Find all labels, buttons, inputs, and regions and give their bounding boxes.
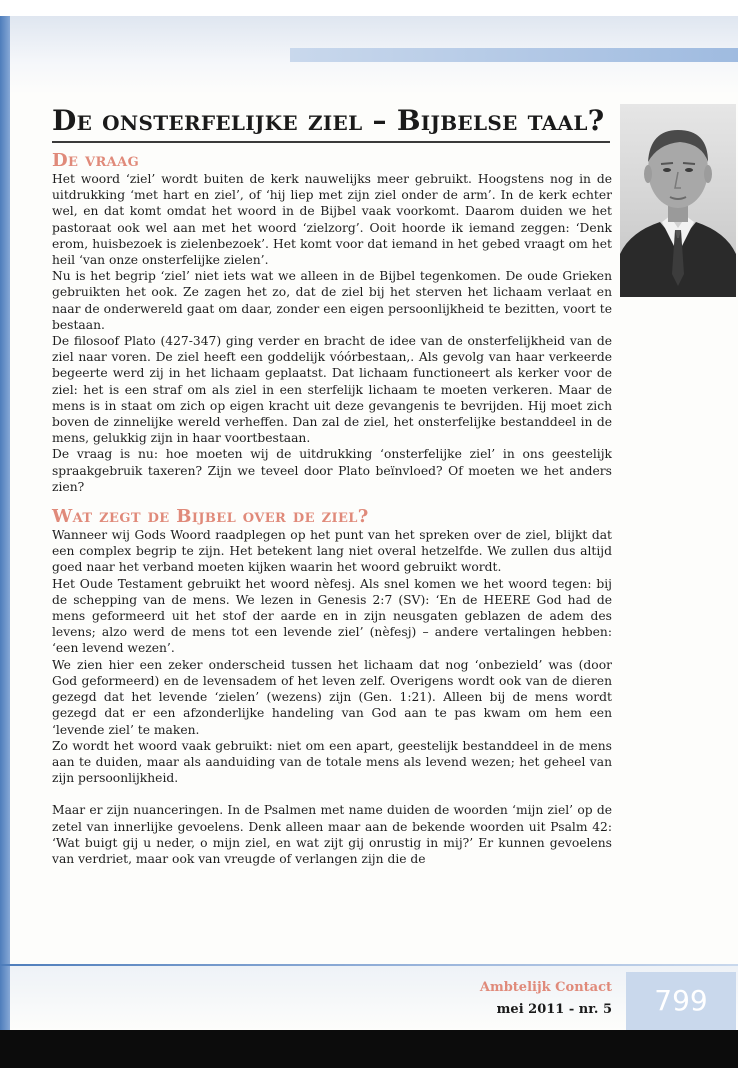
journal-name: Ambtelijk Contact (479, 980, 612, 995)
paragraph: Maar er zijn nuanceringen. In de Psalmen met name duiden de woorden ‘mijn ziel’ op de zetel van innerlijke gevoelens. Denk alleen maar aan de bekende woorden uit Psalm 42: ‘Wat buigt gij u neder, o mijn ziel, en wat zijt gij onrustig in mij?’ Er kunnen gevoelens van verdriet, maar ook van vreugde of verlangen zijn die de (52, 803, 612, 866)
title-underline (52, 141, 610, 143)
author-portrait (620, 104, 736, 297)
paragraph: Het woord ‘ziel’ wordt buiten de kerk nauwelijks meer gebruikt. Hoogstens nog in de uitdrukking ‘met hart en ziel’, of ‘hij liep met zijn ziel onder de arm’. In de kerk echter wel, en dat komt omdat het woord in de Bijbel vaak voorkomt. Daarom duiden we het pastoraat ook wel aan met het woord ‘zielzorg’. Ooit hoorde ik iemand zeggen: ‘Denk erom, huisbezoek is zielenbezoek’. Het komt voor dat iemand in het gebed vraagt om het heil ‘van onze onsterfelijke zielen’. (52, 172, 612, 268)
article-body (52, 151, 612, 867)
paragraph: Het Oude Testament gebruikt het woord nèfesj. Als snel komen we het woord tegen: bij de schepping van de mens. We lezen in Genesis 2:7 (SV): ‘En de HEERE God had de mens geformeerd uit het stof der aarde en in zijn neusgaten geblazen de adem des levens; alzo werd de mens tot een levende ziel’ (nèfesj) – andere vertalingen hebben: ‘een levend wezen’. (52, 576, 612, 656)
issue-label: mei 2011 - nr. 5 (496, 1002, 612, 1017)
paragraph: We zien hier een zeker onderscheid tussen het lichaam dat nog ‘onbezield’ was (door God geformeerd) en de levensadem of het leven zelf. Overigens wordt ook van de dieren gezegd dat het levende ‘zielen’ (wezens) zijn (Gen. 1:21). Alleen bij de mens wordt gezegd dat er een afzonderlijke handeling van God aan te pas kwam om hem een ‘levende ziel’ te maken. (52, 657, 612, 737)
paragraph: De filosoof Plato (427-347) ging verder en bracht de idee van de onsterfelijkheid van de ziel naar voren. De ziel heeft een goddelijk vóórbestaan,. Als gevolg van haar verkeerde begeerte werd zij in het lichaam geplaatst. Dat lichaam functioneert als kerker voor de ziel: het is een straf om als ziel in een sterfelijk lichaam te moeten verkeren. Maar de mens is in staat om zich op eigen kracht uit deze gevangenis te bevrijden. Hij moet zich boven de zinnelijke wereld verheffen. Dan zal de ziel, het onsterfelijke bestanddeel in de mens, gelukkig zijn in haar voortbestaan. (52, 334, 612, 446)
left-accent-strip (0, 16, 10, 1030)
header-blue-bar (290, 48, 738, 62)
paragraph: Wanneer wij Gods Woord raadplegen op het punt van het spreken over de ziel, blijkt dat een complex begrip te zijn. Het betekent lang niet overal hetzelfde. We zullen dus altijd goed naar het verband moeten kijken waarin het woord gebruikt wordt. (52, 528, 612, 575)
section-heading: Wat zegt de Bijbel over de ziel? (52, 506, 369, 528)
top-border (0, 0, 738, 17)
paragraph: Nu is het begrip ‘ziel’ niet iets wat we alleen in de Bijbel tegenkomen. De oude Grieken gebruikten het ook. Ze zagen het zo, dat de ziel bij het sterven het lichaam verlaat en naar de onderwereld gaat om daar, zonder een eigen persoonlijkheid te bezitten, voort te bestaan. (52, 269, 612, 332)
bottom-edge (0, 1030, 738, 1068)
page-number: 799 (626, 972, 736, 1030)
paragraph: Zo wordt het woord vaak gebruikt: niet om een apart, geestelijk bestanddeel in de mens aan te duiden, maar als aanduiding van de totale mens als levend wezen; het geheel van zijn persoonlijkheid. (52, 738, 612, 786)
section-heading: De vraag (52, 150, 140, 171)
paragraph: De vraag is nu: hoe moeten wij de uitdrukking ‘onsterfelijke ziel’ in ons geestelijk spraakgebruik taxeren? Zijn we teveel door Plato beïnvloed? Of moeten we het anders zien? (52, 447, 612, 494)
article-title: De onsterfelijke ziel – Bijbelse taal? (52, 104, 605, 137)
